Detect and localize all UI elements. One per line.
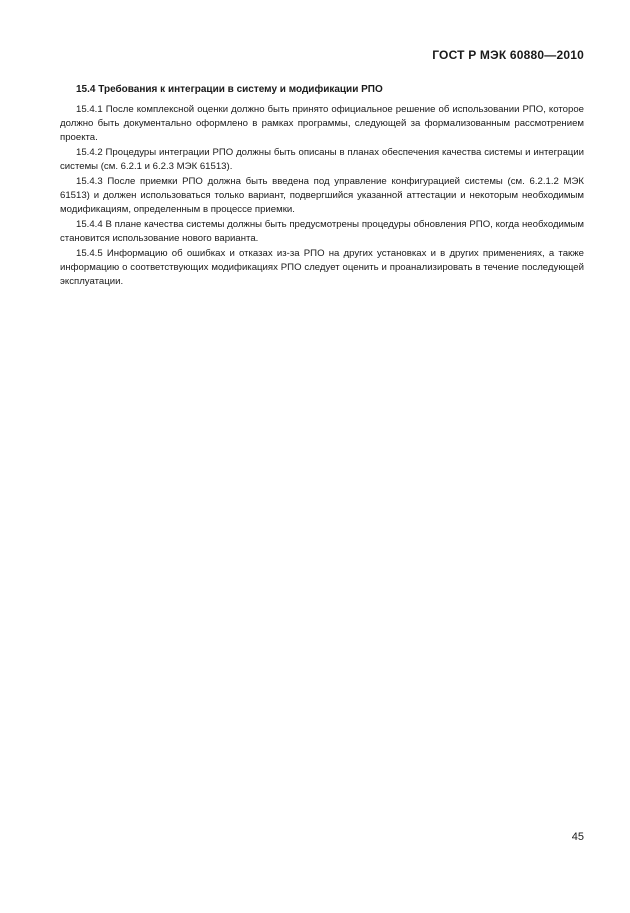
- paragraph-15-4-4: 15.4.4 В плане качества системы должны быть предусмотрены процедуры обновления РПО, когда необходимым становится использование нового варианта.: [60, 219, 584, 244]
- document-header: ГОСТ Р МЭК 60880—2010: [432, 48, 584, 62]
- paragraph-15-4-2: 15.4.2 Процедуры интеграции РПО должны быть описаны в планах обеспечения качества системы и интеграции системы (см. 6.2.1 и 6.2.3 МЭК 61513).: [60, 147, 584, 172]
- paragraph-15-4-1: 15.4.1 После комплексной оценки должно быть принято официальное решение об использовании РПО, которое должно быть документально оформлено в рамках программы, следующей за формализованным рассмотрением проекта.: [60, 104, 584, 143]
- document-body: [60, 83, 584, 290]
- page-number: 45: [571, 831, 584, 843]
- paragraph-15-4-5: 15.4.5 Информацию об ошибках и отказах из-за РПО на других установках и в других применениях, а также информацию о соответствующих модификациях РПО следует оценить и проанализировать в течение последующей эксплуатации.: [60, 248, 584, 287]
- paragraph-15-4-3: 15.4.3 После приемки РПО должна быть введена под управление конфигурацией системы (см. 6.2.1.2 МЭК 61513) и должен использоваться только вариант, подвергшийся указанной аттестации и некоторым необходимым модификациям, определенным в процессе приемки.: [60, 176, 584, 215]
- section-title: 15.4 Требования к интеграции в систему и модификации РПО: [76, 84, 383, 95]
